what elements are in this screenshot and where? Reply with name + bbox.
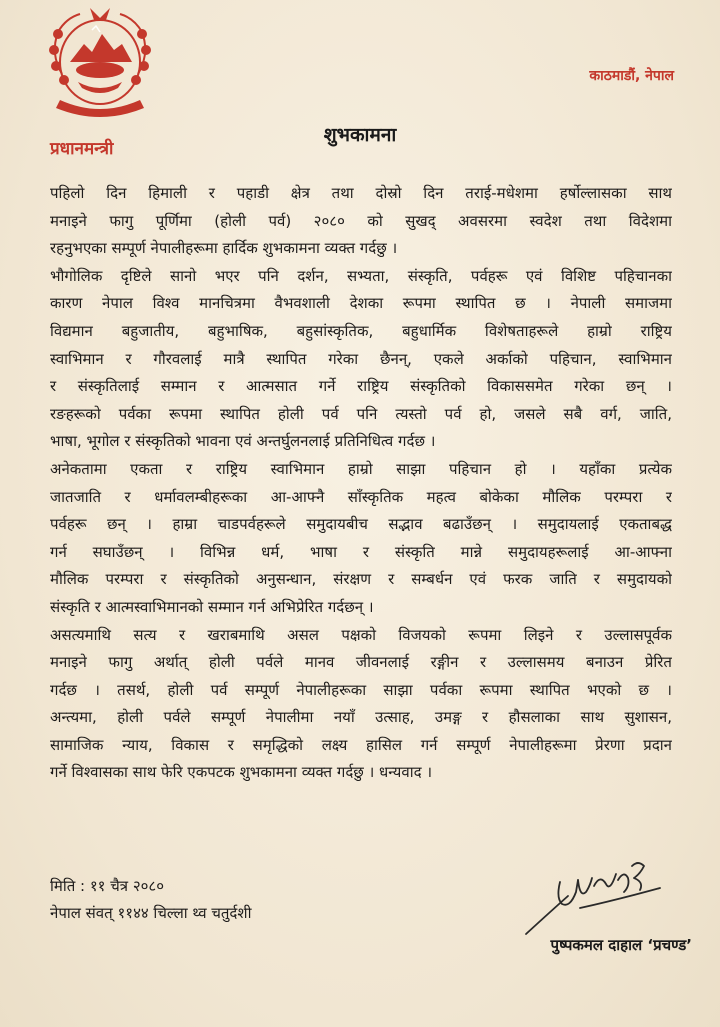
body-line: विद्यमान बहुजातीय, बहुभाषिक, बहुसांस्कृतिक, बहुधार्मिक विशेषताहरूले हाम्रो राष्ट्रिय — [50, 321, 672, 340]
body-line: पर्वहरू छन् । हाम्रा चाडपर्वहरूले समुदायबीच सद्भाव बढाउँछन् । समुदायलाई एकताबद्ध — [50, 515, 672, 534]
body-line: गर्दछ । तसर्थ, होली पर्व सम्पूर्ण नेपालीहरूका साझा पर्वका रूपमा स्थापित भएको छ । — [50, 680, 672, 699]
body-line: गर्न सघाउँछन् । विभिन्न धर्म, भाषा र संस्कृति मान्ने समुदायहरूलाई आ-आफ्ना — [50, 542, 672, 561]
body-line: पहिलो दिन हिमाली र पहाडी क्षेत्र तथा दोस्रो दिन तराई-मधेशमा हर्षोल्लासका साथ — [50, 184, 672, 202]
body-line: मौलिक परम्परा र संस्कृतिको अनुसन्धान, संरक्षण र सम्बर्धन एवं फरक जाति र समुदायको — [50, 570, 672, 589]
body-line: रङहरूको पर्वका रूपमा स्थापित होली पर्व पनि त्यस्तो पर्व हो, जसले सबै वर्ग, जाति, — [50, 404, 672, 423]
signature — [520, 852, 680, 940]
body-line: अनेकतामा एकता र राष्ट्रिय स्वाभिमान हाम्रो साझा पहिचान हो । यहाँका प्रत्येक — [50, 459, 672, 478]
body-line: कारण नेपाल विश्व मानचित्रमा वैभवशाली देशका रूपमा स्थापित छ । नेपाली समाजमा — [50, 294, 672, 313]
body-line: रहनुभएका सम्पूर्ण नेपालीहरूमा हार्दिक शुभकामना व्यक्त गर्दछु । — [50, 239, 398, 258]
letter-body — [50, 180, 672, 787]
body-line: अन्त्यमा, होली पर्वले सम्पूर्ण नेपालीमा नयाँ उत्साह, उमङ्ग र हौसलाका साथ सुशासन, — [50, 708, 672, 727]
body-line: संस्कृति र आत्मस्वाभिमानको सम्मान गर्न अभिप्रेरित गर्दछन् । — [50, 597, 374, 616]
body-line: र संस्कृतिलाई सम्मान र आत्मसात गर्ने राष्ट्रिय संस्कृतिको विकाससमेत गरेका छन् । — [50, 377, 672, 396]
body-line: मनाइने फागु अर्थात् होली पर्वले मानव जीवनलाई रङ्गीन र उल्लासमय बनाउन प्रेरित — [50, 653, 672, 672]
page-title: शुभकामना — [323, 124, 397, 146]
body-line: भौगोलिक दृष्टिले सानो भएर पनि दर्शन, सभ्यता, संस्कृति, पर्वहरू एवं विशिष्ट पहिचानका — [50, 266, 672, 285]
body-line: मनाइने फागु पूर्णिमा (होली पर्व) २०८० को सुखद् अवसरमा स्वदेश तथा विदेशमा — [50, 211, 672, 230]
location-label: काठमाडौं, नेपाल — [589, 68, 674, 84]
date-block — [50, 873, 251, 927]
office-label: प्रधानमन्त्री — [50, 139, 114, 159]
nepal-emblem-icon — [40, 4, 160, 122]
date-line: मिति : ११ चैत्र २०८० — [50, 877, 165, 895]
signatory-name: पुष्पकमल दाहाल ‘प्रचण्ड’ — [550, 936, 692, 954]
nepal-sambat-line: नेपाल संवत् ११४४ चिल्ला थ्व चतुर्दशी — [50, 904, 252, 922]
body-line: असत्यमाथि सत्य र खराबमाथि असल पक्षको विजयको रूपमा लिइने र उल्लासपूर्वक — [50, 625, 672, 644]
body-line: सामाजिक न्याय, विकास र समृद्धिको लक्ष्य हासिल गर्न सम्पूर्ण नेपालीहरूमा प्रेरणा प्रदान — [50, 735, 672, 754]
body-line: भाषा, भूगोल र संस्कृतिको भावना एवं अन्तर्घुलनलाई प्रतिनिधित्व गर्दछ । — [50, 432, 436, 451]
body-line: जातजाति र धर्मावलम्बीहरूका आ-आफ्नै साँस्कृतिक महत्व बोकेका मौलिक परम्परा र — [50, 487, 672, 506]
body-line: स्वाभिमान र गौरवलाई मात्रै स्थापित गरेका छैनन्, एकले अर्काको पहिचान, स्वाभिमान — [50, 349, 672, 368]
body-line: गर्ने विश्वासका साथ फेरि एकपटक शुभकामना व्यक्त गर्दछु । धन्यवाद । — [50, 763, 433, 782]
